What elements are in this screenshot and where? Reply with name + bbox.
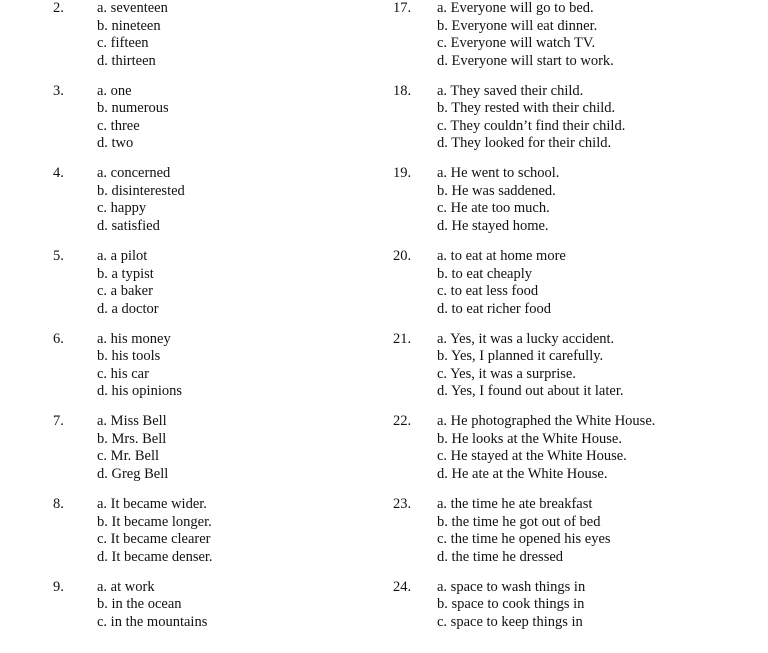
question-17 (380, 0, 768, 74)
question-7 (0, 404, 380, 487)
option-b: b. space to cook things in (437, 596, 585, 613)
answer-options (437, 165, 559, 235)
question-23 (380, 487, 768, 570)
question-2 (0, 0, 380, 74)
answer-options (437, 0, 614, 70)
option-b: b. They rested with their child. (437, 100, 616, 117)
option-b: b. to eat cheaply (437, 265, 533, 282)
question-8 (0, 487, 380, 570)
option-c: c. fifteen (97, 35, 149, 51)
option-a: a. Miss Bell (97, 413, 167, 430)
option-c: c. to eat less food (437, 283, 539, 300)
question-number: 24. (393, 578, 412, 595)
option-b: b. He looks at the White House. (437, 430, 622, 447)
option-a: a. Everyone will go to bed. (437, 0, 594, 16)
question-3 (0, 74, 380, 157)
option-c: c. a baker (97, 283, 153, 300)
question-24 (380, 570, 768, 653)
question-number: 2. (53, 0, 64, 16)
answer-options (437, 496, 611, 566)
question-number: 9. (53, 578, 64, 595)
option-c: c. happy (97, 200, 147, 217)
question-19 (380, 156, 768, 239)
option-b: b. Yes, I planned it carefully. (437, 348, 604, 365)
option-b: b. He was saddened. (437, 182, 556, 199)
option-c: c. It became clearer (97, 531, 211, 548)
option-a: a. It became wider. (97, 496, 207, 513)
question-number: 22. (393, 413, 412, 430)
answer-options (97, 83, 169, 153)
question-number: 21. (393, 330, 412, 347)
option-d: d. two (97, 135, 134, 152)
answer-options (437, 248, 566, 318)
answer-options (97, 579, 207, 632)
question-9 (0, 570, 380, 653)
option-a: a. Yes, it was a lucky accident. (437, 330, 615, 347)
answer-options (97, 248, 159, 318)
option-d: d. his opinions (97, 383, 182, 400)
option-b: b. Everyone will eat dinner. (437, 17, 598, 34)
question-number: 17. (393, 0, 412, 16)
option-d: d. the time he dressed (437, 548, 564, 565)
option-a: a. They saved their child. (437, 82, 584, 99)
option-a: a. at work (97, 578, 155, 595)
left-question-column (0, 0, 380, 653)
question-number: 8. (53, 496, 64, 513)
option-c: c. three (97, 117, 140, 134)
question-number: 5. (53, 248, 64, 265)
answer-options (97, 165, 185, 235)
option-d: d. a doctor (97, 300, 159, 317)
option-a: a. concerned (97, 165, 171, 182)
question-number: 18. (393, 82, 412, 99)
option-a: a. He photographed the White House. (437, 413, 656, 430)
option-a: a. to eat at home more (437, 248, 566, 265)
option-b: b. numerous (97, 100, 169, 117)
option-a: a. one (97, 82, 132, 99)
question-5 (0, 239, 380, 322)
question-21 (380, 322, 768, 405)
answer-options (97, 0, 168, 70)
question-4 (0, 156, 380, 239)
right-question-column (380, 0, 768, 653)
option-b: b. the time he got out of bed (437, 513, 601, 530)
question-18 (380, 74, 768, 157)
answer-options (437, 83, 625, 153)
question-number: 23. (393, 496, 412, 513)
option-b: b. It became longer. (97, 513, 212, 530)
option-d: d. Everyone will start to work. (437, 52, 614, 69)
option-d: d. satisfied (97, 217, 160, 234)
question-number: 7. (53, 413, 64, 430)
answer-options (437, 413, 655, 483)
option-b: b. nineteen (97, 17, 161, 34)
answer-options (97, 331, 182, 401)
option-c: c. They couldn’t find their child. (437, 117, 626, 134)
question-6 (0, 322, 380, 405)
answer-options (437, 331, 623, 401)
option-d: d. It became denser. (97, 548, 213, 565)
option-b: b. disinterested (97, 182, 185, 199)
option-c: c. He ate too much. (437, 200, 550, 217)
option-a: a. He went to school. (437, 165, 560, 182)
option-b: b. in the ocean (97, 596, 182, 613)
answer-options (97, 496, 213, 566)
question-20 (380, 239, 768, 322)
option-c: c. Everyone will watch TV. (437, 35, 596, 51)
question-22 (380, 404, 768, 487)
option-d: d. Yes, I found out about it later. (437, 383, 624, 400)
option-c: c. his car (97, 365, 149, 382)
option-d: d. Greg Bell (97, 465, 169, 482)
option-d: d. to eat richer food (437, 300, 551, 317)
option-b: b. his tools (97, 348, 161, 365)
question-number: 20. (393, 248, 412, 265)
option-c: c. the time he opened his eyes (437, 531, 611, 548)
question-number: 4. (53, 165, 64, 182)
question-number: 3. (53, 82, 64, 99)
option-d: d. thirteen (97, 52, 156, 69)
option-b: b. a typist (97, 265, 154, 282)
option-d: d. He stayed home. (437, 217, 549, 234)
option-a: a. the time he ate breakfast (437, 496, 593, 513)
question-number: 19. (393, 165, 412, 182)
option-a: a. a pilot (97, 248, 148, 265)
question-number: 6. (53, 330, 64, 347)
option-a: a. seventeen (97, 0, 168, 16)
option-a: a. space to wash things in (437, 578, 586, 595)
option-c: c. Mr. Bell (97, 448, 160, 465)
option-c: c. Yes, it was a surprise. (437, 365, 576, 382)
option-a: a. his money (97, 330, 171, 347)
option-c: c. He stayed at the White House. (437, 448, 627, 465)
option-c: c. in the mountains (97, 613, 208, 630)
answer-options (437, 579, 585, 632)
option-d: d. They looked for their child. (437, 135, 612, 152)
option-b: b. Mrs. Bell (97, 430, 167, 447)
option-c: c. space to keep things in (437, 613, 583, 630)
option-d: d. He ate at the White House. (437, 465, 608, 482)
answer-options (97, 413, 168, 483)
